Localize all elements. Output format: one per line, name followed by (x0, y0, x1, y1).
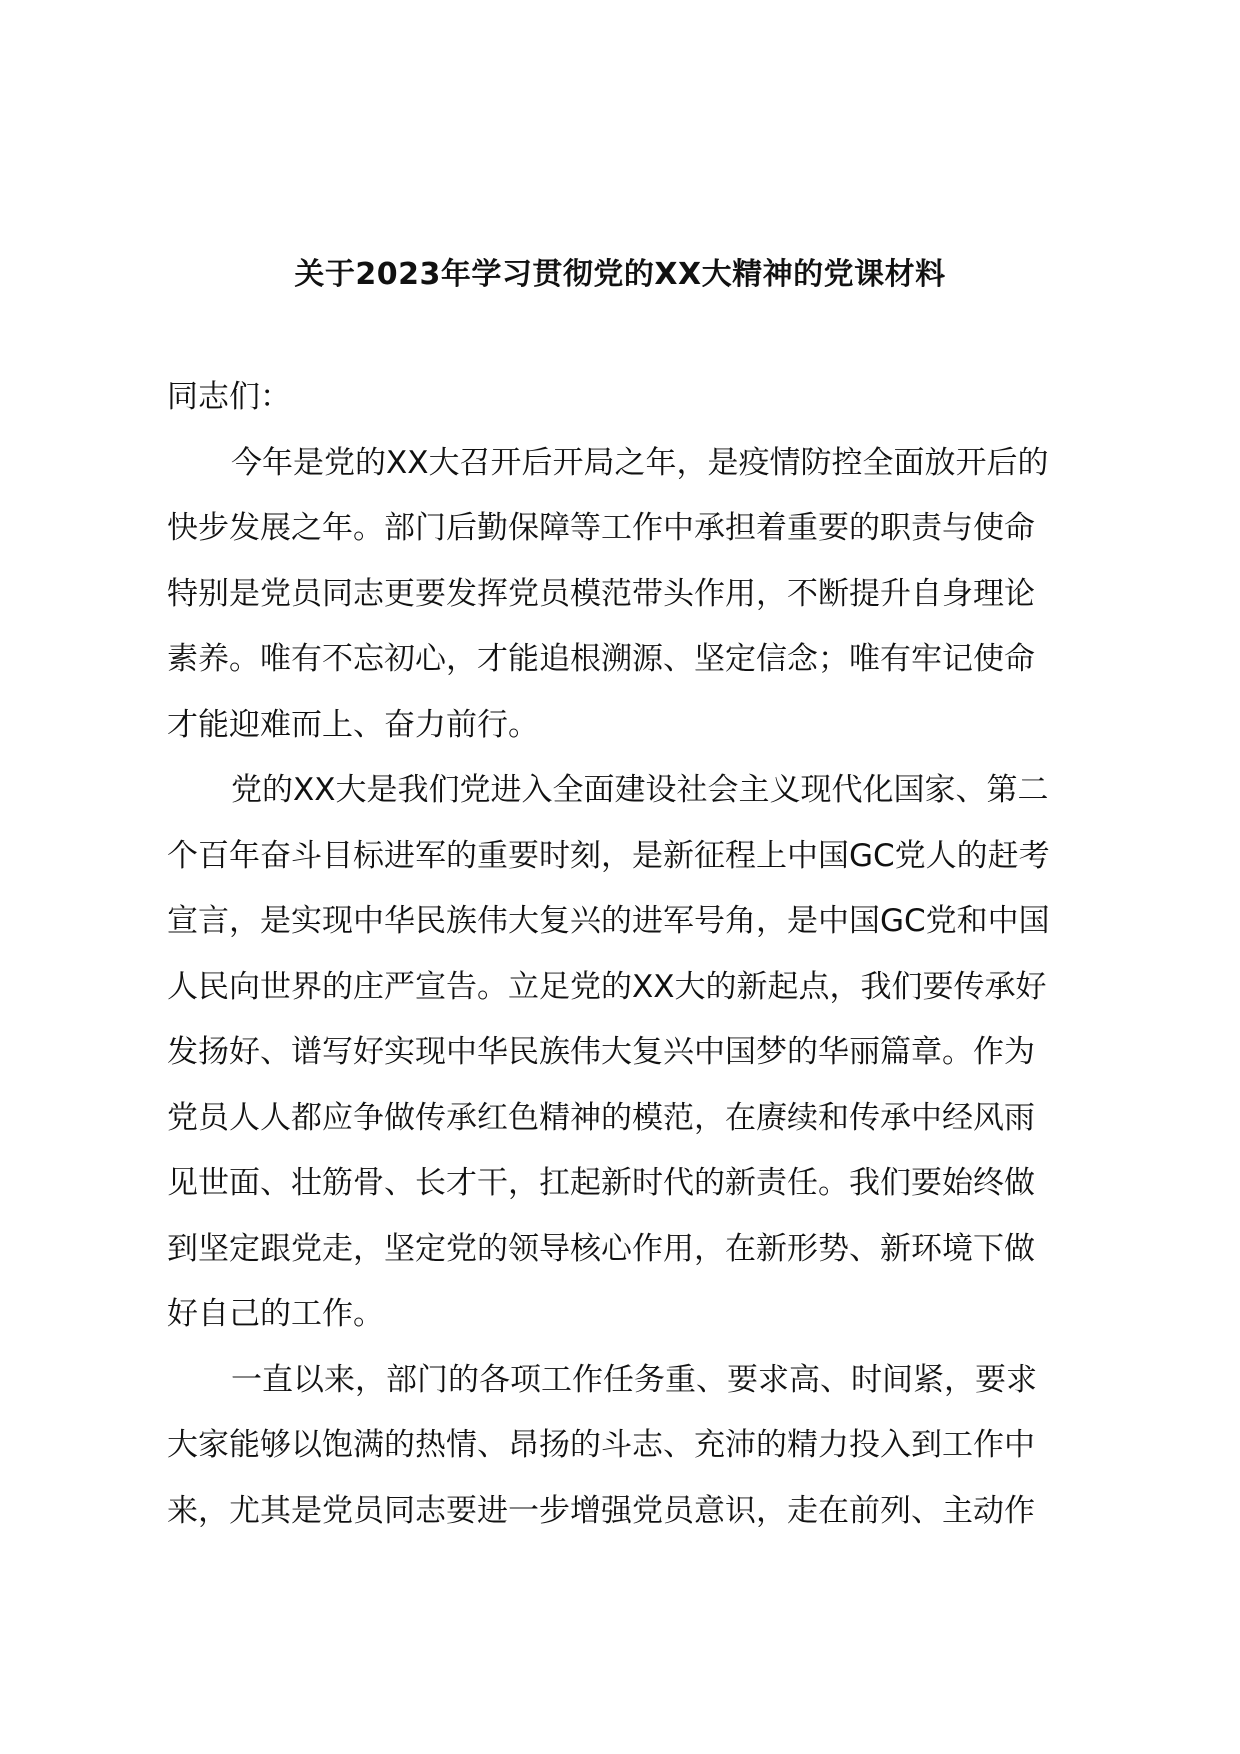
salutation: 同志们： (167, 379, 291, 415)
paragraph-line: 一直以来，部门的各项工作任务重、要求高、时间紧，要求 (231, 1361, 1037, 1398)
paragraph-line: 特别是党员同志更要发挥党员模范带头作用，不断提升自身理论 (167, 575, 1035, 612)
paragraph-2 (167, 758, 1127, 1348)
paragraph-line: 见世面、壮筋骨、长才干，扛起新时代的新责任。我们要始终做 (167, 1165, 1035, 1201)
paragraph-line: 素养。唯有不忘初心，才能追根溯源、坚定信念；唯有牢记使命 (167, 641, 1035, 677)
paragraph-line: 今年是党的XX大召开后开局之年，是疫情防控全面放开后的 (231, 444, 1049, 481)
paragraph-line: 好自己的工作。 (167, 1296, 384, 1332)
document-title: 关于2023年学习贯彻党的XX大精神的党课材料 (294, 257, 946, 292)
paragraph-line: 宣言，是实现中华民族伟大复兴的进军号角，是中国GC党和中国 (167, 903, 1050, 939)
paragraph-line: 党的XX大是我们党进入全面建设社会主义现代化国家、第二 (231, 772, 1049, 808)
document-body (167, 365, 1127, 1544)
paragraph-line: 大家能够以饱满的热情、昂扬的斗志、充沛的精力投入到工作中 (167, 1427, 1035, 1463)
paragraph-line: 发扬好、谱写好实现中华民族伟大复兴中国梦的华丽篇章。作为 (167, 1034, 1035, 1070)
paragraph-line: 个百年奋斗目标进军的重要时刻，是新征程上中国GC党人的赶考 (167, 837, 1050, 874)
paragraph-line: 到坚定跟党走，坚定党的领导核心作用，在新形势、新环境下做 (167, 1230, 1035, 1267)
paragraph-line: 人民向世界的庄严宣告。立足党的XX大的新起点，我们要传承好 (167, 968, 1047, 1005)
paragraph-line: 党员人人都应争做传承红色精神的模范，在赓续和传承中经风雨 (167, 1099, 1035, 1136)
paragraph-line: 才能迎难而上、奋力前行。 (167, 706, 539, 743)
paragraph-3 (167, 1348, 1127, 1545)
paragraph-line: 来，尤其是党员同志要进一步增强党员意识，走在前列、主动作 (167, 1492, 1035, 1529)
paragraph-line: 快步发展之年。部门后勤保障等工作中承担着重要的职责与使命 (167, 510, 1035, 546)
paragraph-1 (167, 431, 1127, 759)
